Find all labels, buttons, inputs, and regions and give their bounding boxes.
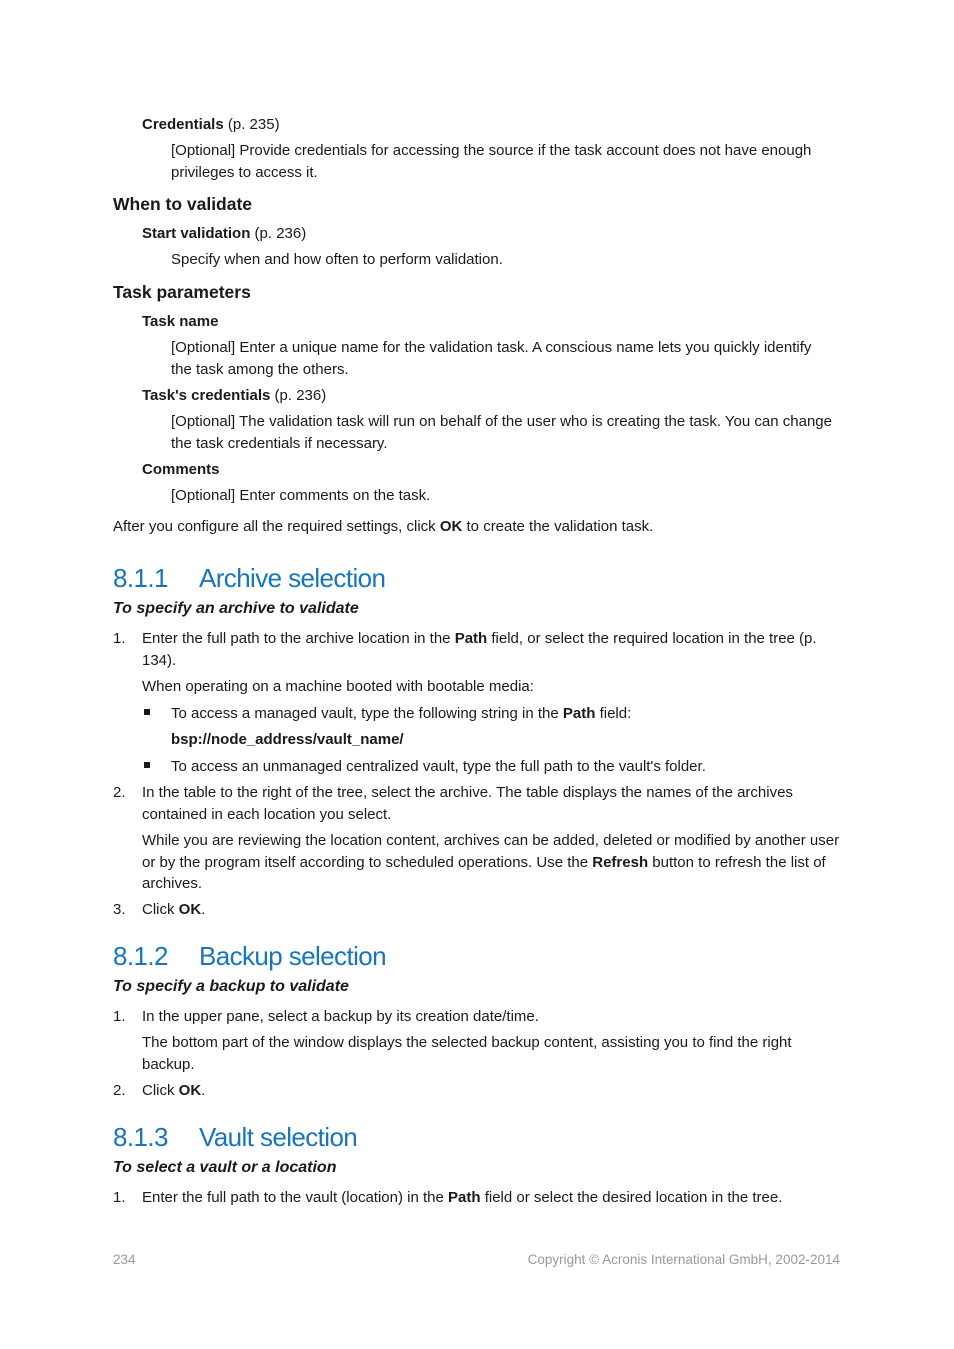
bullet-icon: [144, 709, 150, 715]
credentials-ref: (p. 235): [223, 116, 280, 133]
step-text: [142, 1080, 205, 1102]
step-text-bold: OK: [178, 1082, 202, 1099]
step-number: 1.: [113, 1189, 126, 1206]
vault-path-string: bsp://node_address/vault_name/: [171, 731, 404, 748]
bullet-text-post: field:: [595, 705, 632, 722]
step-note-pre: While you are reviewing the location content, archives can be added, deleted or modified by another user or by the program itself according to scheduled operations. Use the: [142, 832, 840, 871]
comments-label: Comments: [142, 461, 220, 478]
comments-desc: [Optional] Enter comments on the task.: [171, 487, 431, 504]
after-post: to create the validation task.: [462, 518, 654, 535]
bullet-text: [171, 703, 631, 725]
bullet-text-bold: Path: [562, 705, 596, 722]
step-number: 1.: [113, 1008, 126, 1025]
step-text-bold: Path: [454, 630, 488, 647]
step-note: [142, 830, 842, 895]
procedure-title: To specify a backup to validate: [113, 978, 349, 995]
step-text: In the upper pane, select a backup by its creation date/time.: [142, 1008, 539, 1025]
task-credentials-term: [142, 385, 326, 407]
step-text: [142, 899, 205, 921]
task-name-desc: [Optional] Enter a unique name for the validation task. A conscious name lets you quickly identify the task among the others.: [171, 339, 812, 378]
after-configure-text: [113, 516, 653, 538]
task-credentials-label: Task's credentials: [142, 387, 271, 404]
step-number: 1.: [113, 630, 126, 647]
section-heading-vault-selection: [113, 1122, 357, 1153]
task-credentials-ref: (p. 236): [270, 387, 327, 404]
step-text-bold: OK: [178, 901, 202, 918]
step-text-pre: Click: [142, 1082, 179, 1099]
step-note: The bottom part of the window displays the selected backup content, assisting you to find the right backup.: [142, 1034, 792, 1073]
step-note-post: button to refresh the list of archives.: [142, 853, 826, 892]
procedure-title: To select a vault or a location: [113, 1159, 337, 1176]
bullet-text: To access an unmanaged centralized vault, type the full path to the vault's folder.: [171, 758, 706, 775]
credentials-desc: [Optional] Provide credentials for accessing the source if the task account does not have enough privileges to access it.: [171, 142, 812, 181]
after-pre: After you configure all the required settings, click: [113, 518, 440, 535]
start-validation-desc: Specify when and how often to perform validation.: [171, 251, 503, 268]
step-text-post: .: [201, 1082, 206, 1099]
task-credentials-desc: [Optional] The validation task will run on behalf of the user who is creating the task. You can change the task credentials if necessary.: [171, 413, 832, 452]
step-note-bold: Refresh: [592, 853, 649, 871]
step-text-pre: Click: [142, 901, 179, 918]
section-title: Backup selection: [199, 941, 386, 971]
page-number: 234: [113, 1252, 136, 1267]
section-heading-backup-selection: [113, 941, 386, 972]
copyright: Copyright © Acronis International GmbH, 2002-2014: [527, 1252, 840, 1267]
step-text: [142, 628, 832, 671]
step-text-bold: Path: [448, 1189, 481, 1206]
credentials-term: [142, 114, 280, 136]
when-to-validate-heading: When to validate: [113, 194, 253, 214]
procedure-title: To specify an archive to validate: [113, 600, 359, 617]
task-name-label: Task name: [142, 313, 219, 330]
section-number: 8.1.3: [113, 1122, 168, 1152]
step-text-pre: Enter the full path to the vault (location) in the: [142, 1189, 449, 1206]
step-note: When operating on a machine booted with bootable media:: [142, 678, 534, 695]
step-number: 2.: [113, 784, 126, 801]
start-validation-term: [142, 223, 306, 245]
credentials-label: Credentials: [142, 116, 224, 133]
bullet-icon: [144, 762, 150, 768]
bullet-text-pre: To access a managed vault, type the following string in the: [171, 705, 563, 722]
step-text: [142, 1187, 822, 1209]
task-parameters-heading: Task parameters: [113, 282, 251, 302]
step-text-post: field or select the desired location in the tree.: [480, 1189, 783, 1206]
step-text: In the table to the right of the tree, select the archive. The table displays the names of the archives contained in each location you select.: [142, 784, 793, 823]
after-ok: OK: [439, 518, 463, 535]
step-number: 2.: [113, 1082, 126, 1099]
section-number: 8.1.1: [113, 563, 168, 593]
step-text-pre: Enter the full path to the archive location in the: [142, 630, 455, 647]
section-title: Vault selection: [199, 1122, 358, 1152]
start-validation-ref: (p. 236): [250, 225, 307, 242]
step-text-post: .: [201, 901, 206, 918]
step-number: 3.: [113, 901, 126, 918]
section-number: 8.1.2: [113, 941, 168, 971]
section-title: Archive selection: [199, 563, 386, 593]
section-heading-archive-selection: [113, 563, 385, 594]
start-validation-label: Start validation: [142, 225, 251, 242]
step-text-post: field, or select the required location in the tree (p. 134).: [142, 630, 817, 669]
